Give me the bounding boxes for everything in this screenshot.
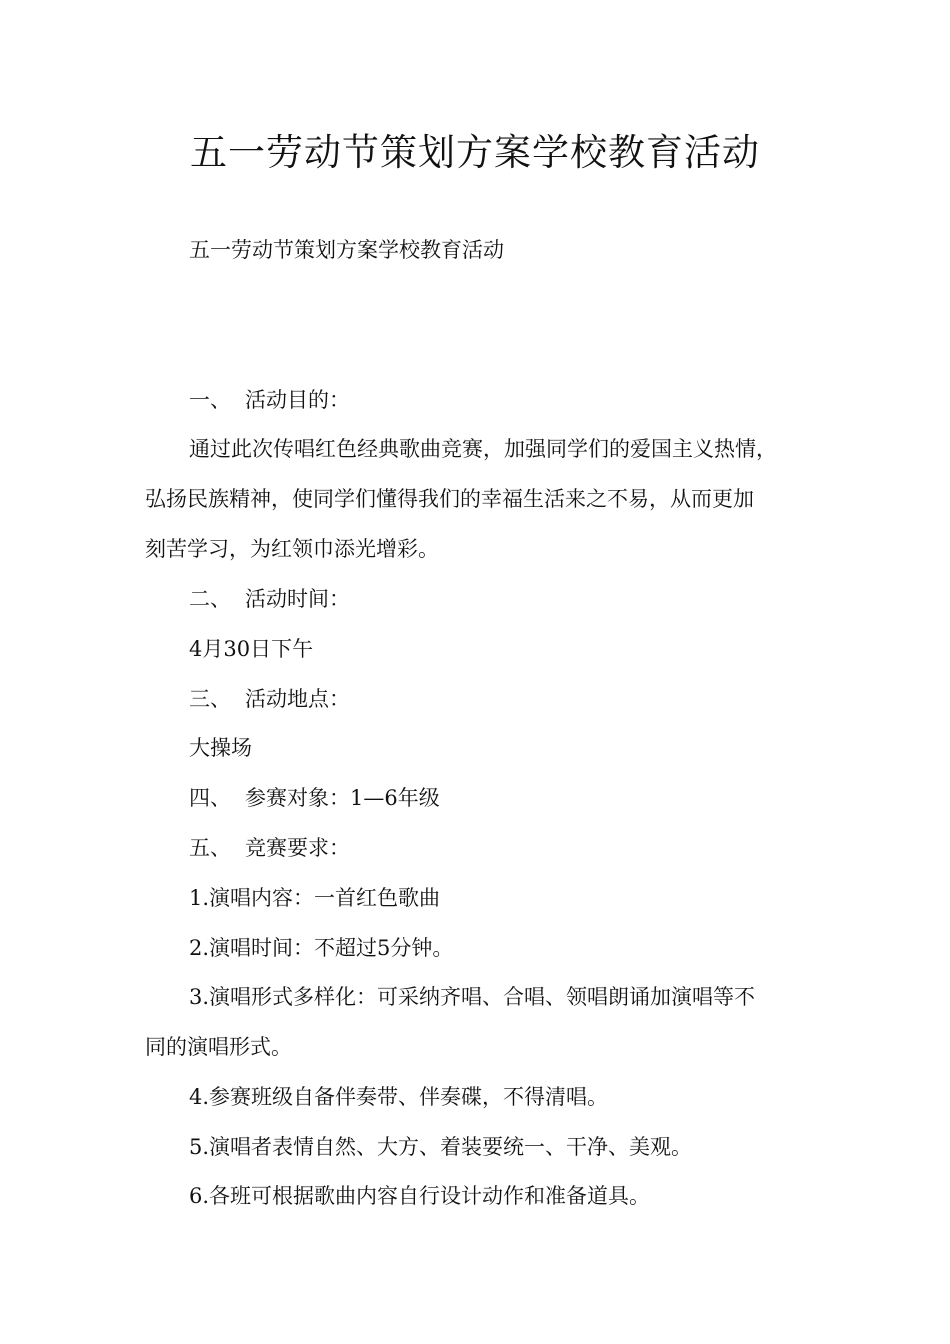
section-heading-location <box>189 684 350 714</box>
section-title: 活动目的： <box>245 388 350 412</box>
section-heading-participants <box>189 783 440 813</box>
requirement-item: 3.演唱形式多样化：可采纳齐唱、合唱、领唱朗诵加演唱等不 <box>189 985 756 1009</box>
requirement-item: 5.演唱者表情自然、大方、着装要统一、干净、美观。 <box>189 1135 693 1159</box>
requirement-item: 6.各班可根据歌曲内容自行设计动作和准备道具。 <box>189 1184 651 1208</box>
section-number: 一、 <box>189 388 231 412</box>
section-title: 竞赛要求： <box>245 836 350 860</box>
requirement-item: 1.演唱内容：一首红色歌曲 <box>189 886 441 910</box>
section-heading-time <box>189 584 350 614</box>
section-heading-purpose <box>189 385 350 415</box>
paragraph-line: 4月30日下午 <box>189 637 314 661</box>
section-number: 五、 <box>189 836 231 860</box>
section-heading-requirements <box>189 833 350 863</box>
paragraph-line: 通过此次传唱红色经典歌曲竞赛，加强同学们的爱国主义热情， <box>189 437 777 461</box>
section-title: 参赛对象：1—6年级 <box>245 786 440 810</box>
section-number: 二、 <box>189 587 231 611</box>
paragraph-line: 弘扬民族精神，使同学们懂得我们的幸福生活来之不易，从而更加 <box>145 487 754 511</box>
document-title: 五一劳动节策划方案学校教育活动 <box>190 131 760 174</box>
paragraph-line: 大操场 <box>189 736 252 760</box>
section-number: 三、 <box>189 687 231 711</box>
paragraph-line: 刻苦学习，为红领巾添光增彩。 <box>145 537 439 561</box>
requirement-item-continuation: 同的演唱形式。 <box>145 1035 292 1059</box>
requirement-item: 2.演唱时间：不超过5分钟。 <box>189 936 454 960</box>
section-number: 四、 <box>189 786 231 810</box>
document-subtitle: 五一劳动节策划方案学校教育活动 <box>189 238 504 262</box>
requirement-item: 4.参赛班级自备伴奏带、伴奏碟，不得清唱。 <box>189 1085 609 1109</box>
section-title: 活动时间： <box>245 587 350 611</box>
section-title: 活动地点： <box>245 687 350 711</box>
